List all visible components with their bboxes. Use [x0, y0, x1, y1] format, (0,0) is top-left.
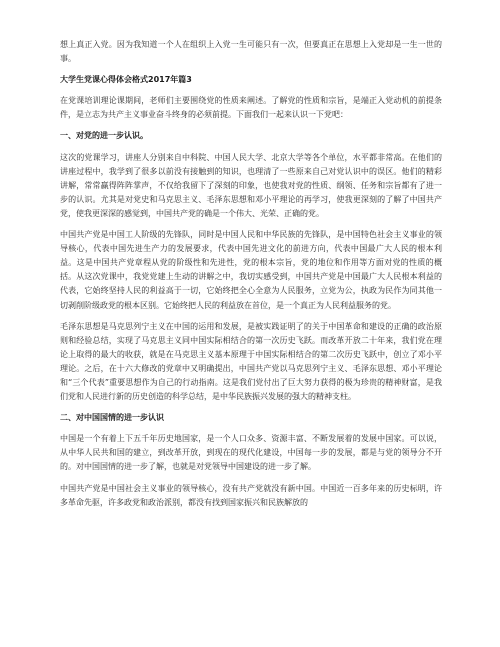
paragraph-gap: [60, 66, 442, 73]
paragraph-gap: [60, 404, 442, 411]
paragraph-gap: [60, 144, 442, 151]
paragraph-gap: [60, 475, 442, 482]
paragraph-gap: [60, 122, 442, 129]
paragraph: 想上真正入党。因为我知道一个人在组织上入党一生可能只有一次，但要真正在思想上入党却是一生一世的事。: [60, 40, 442, 64]
paragraph-gap: [60, 221, 442, 228]
paragraph: 这次的党课学习，讲座人分别来自中科院、中国人民大学、北京大学等各个单位，水平都非常高。在他们的讲座过程中，我学到了很多以前没有接触到的知识，也理清了一些原来自己对党认识中的误区。他们的精彩讲解，常常赢得阵阵掌声，不仅给我留下了深刻的印象，也使我对党的性质、纲领、任务和宗旨都有了进一步的认识。尤其是对党史和马克思主义、毛泽东思想和邓小平理论的再学习，使我更深刻的了解了中国共产党，使我更深深的感觉到，中国共产党的确是一个伟大、光荣、正确的党。: [60, 152, 442, 218]
document-page: [60, 38, 442, 510]
paragraph-gap: [60, 425, 442, 432]
paragraph: 中国是一个有着上下五千年历史地国家，是一个人口众多、资源丰富、不断发展着的发展中国家。可以说，从中华人民共和国的建立，到改革开放，到现在的现代化建设，中国每一步的发展，都是与党的领导分不开的。对中国国情的进一步了解，也就是对党领导中国建设的进一步了解。: [60, 434, 442, 472]
article-title: 大学生党课心得体会格式2017年篇3: [60, 75, 192, 85]
paragraph-gap: [60, 87, 442, 94]
section-heading: 一、对党的进一步认识。: [60, 131, 148, 141]
section-heading: 二、对中国国情的进一步认识: [60, 413, 164, 423]
paragraph: 中国共产党是中国工人阶级的先锋队，同时是中国人民和中华民族的先锋队，是中国特色社会主义事业的领导核心，代表中国先进生产力的发展要求，代表中国先进文化的前进方向，代表中国最广大人民的根本利益。这是中国共产党章程从党的阶级性和先进性，党的根本宗旨，党的地位和作用等方面对党的性质的概括。从这次党课中，我党党建上生动的讲解之中，我切实感受到，中国共产党是中国最广大人民根本利益的代表，它始终坚持人民的利益高于一切，它始终把全心全意为人民服务，立党为公，执政为民作为同其他一切剥削阶级政党的根本区别。它始终把人民的利益放在首位，是一个真正为人民利益服务的党。: [60, 230, 442, 310]
paragraph-gap: [60, 313, 442, 320]
paragraph: 中国共产党是中国社会主义事业的领导核心，没有共产党就没有新中国。中国近一百多年来的历史标明，许多革命先驱，许多政党和政治派别，都没有找到国家振兴和民族解放的: [60, 483, 442, 507]
paragraph: 在党课培训理论课期间，老师们主要围绕党的性质来阐述。了解党的性质和宗旨，是端正入党动机的前提条件，是立志为共产主义事业奋斗终身的必须前提。下面我们一起来认识一下党吧：: [60, 96, 442, 120]
paragraph: 毛泽东思想是马克思列宁主义在中国的运用和发展，是被实践证明了的关于中国革命和建设的正确的政治原则和经验总结，实现了马克思主义同中国实际相结合的第一次历史飞跃。而改革开放二十年来，我们党在理论上取得的最大的收获，就是在马克思主义基本原理于中国实际相结合的第二次历史飞跃中，创立了邓小平理论。之后，在十六大修改的党章中又明确提出，中国共产党以马克思列宁主义、毛泽东思想、邓小平理论和“三个代表”重要思想作为自己的行动指南。这是我们党付出了巨大努力获得的极为珍贵的精神财富，是我们党和人民进行新的历史创造的科学总结，是中华民族振兴发展的强大的精神支柱。: [60, 321, 442, 402]
